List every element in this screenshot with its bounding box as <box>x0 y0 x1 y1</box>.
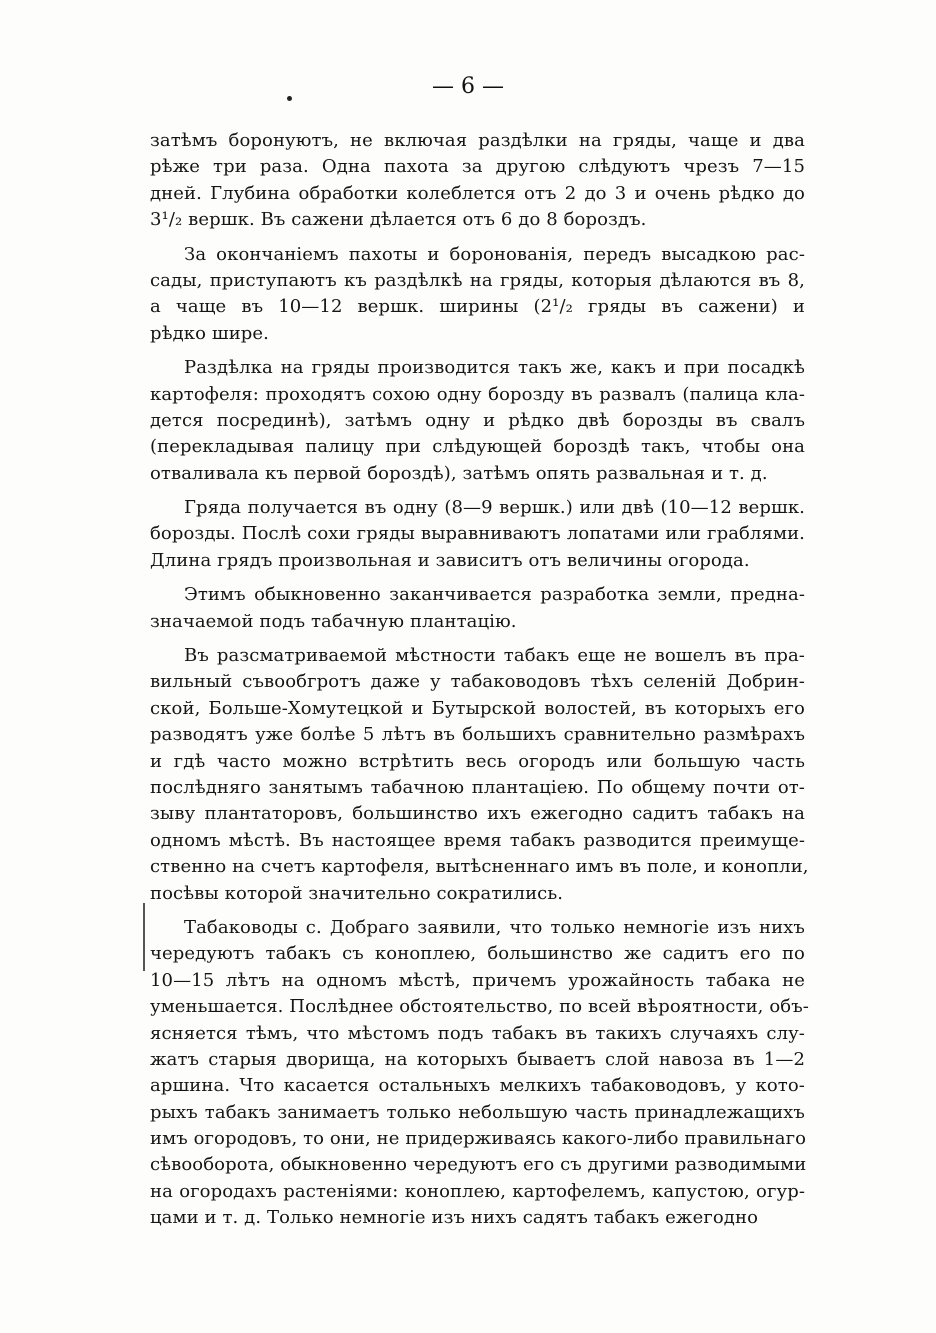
text-line: послѣдняго занятымъ табачною плантаціею. По общему почти от- <box>150 776 805 798</box>
text-line: ственно на счетъ картофеля, вытѣсненнаго имъ въ поле, и конопли, <box>150 856 809 878</box>
paragraph <box>150 355 805 487</box>
text-line: Этимъ обыкновенно заканчивается разработка земли, предна- <box>184 584 805 606</box>
paragraph <box>150 242 805 348</box>
text-line: (перекладывая палицу при слѣдующей бороздѣ такъ, чтобы она <box>150 436 805 458</box>
paragraph <box>150 495 805 574</box>
text-line: а чаще въ 10—12 вершк. ширины (2¹/₂ гряды въ сажени) и <box>150 296 805 318</box>
paragraph <box>150 643 809 907</box>
text-line: Гряда получается въ одну (8—9 вершк.) или двѣ (10—12 вершк. <box>184 497 805 519</box>
margin-mark <box>143 903 145 971</box>
text-line: аршина. Что касается остальныхъ мелкихъ табаководовъ, у кото- <box>150 1075 805 1097</box>
text-line: сады, приступаютъ къ раздѣлкѣ на гряды, которыя дѣлаются въ 8, <box>150 269 805 291</box>
text-line: отваливала къ первой бороздѣ), затѣмъ опять развальная и т. д. <box>150 462 768 484</box>
text-line: и гдѣ часто можно встрѣтить весь огородъ или большую часть <box>150 750 805 772</box>
paragraph <box>150 128 805 234</box>
text-line: рѣже три раза. Одна пахота за другою слѣдуютъ чрезъ 7—15 <box>150 156 805 178</box>
text-line: рыхъ табакъ занимаетъ только небольшую часть принадлежащихъ <box>150 1101 805 1123</box>
text-line: ской, Больше-Хомутецкой и Бутырской волостей, въ которыхъ его <box>150 697 805 719</box>
text-line: вильный съвообгротъ даже у табаководовъ тѣхъ селеній Добрин- <box>150 671 805 693</box>
text-line: жатъ старыя дворища, на которыхъ бываетъ слой навоза въ 1—2 <box>150 1048 805 1070</box>
text-line: Табаководы с. Добраго заявили, что только немногіе изъ нихъ <box>184 916 805 938</box>
paragraph <box>150 915 809 1232</box>
text-line: посѣвы которой значительно сократились. <box>150 882 564 904</box>
text-line: на огородахъ растеніями: коноплею, картофелемъ, капустою, огур- <box>150 1180 805 1202</box>
text-line: дней. Глубина обработки колеблется отъ 2 до 3 и очень рѣдко до <box>150 182 805 204</box>
text-line: дется посрединѣ), затѣмъ одну и рѣдко двѣ борозды въ свалъ <box>150 409 805 431</box>
text-line: затѣмъ боронуютъ, не включая раздѣлки на гряды, чаще и два <box>150 130 805 151</box>
text-line: Раздѣлка на гряды производится такъ же, какъ и при посадкѣ <box>184 357 805 379</box>
text-line: Длина грядъ произвольная и зависитъ отъ величины огорода. <box>150 549 750 571</box>
text-line: борозды. Послѣ сохи гряды выравниваютъ лопатами или граблями. <box>150 523 805 545</box>
page-number: — 6 — <box>432 74 504 99</box>
text-line: уменьшается. Послѣднее обстоятельство, по всей вѣроятности, объ- <box>150 996 809 1018</box>
text-line: разводятъ уже болѣе 5 лѣтъ въ большихъ сравнительно размѣрахъ <box>150 724 805 746</box>
paragraph <box>150 582 805 635</box>
text-line: рѣдко шире. <box>150 322 269 344</box>
text-line: картофеля: проходятъ сохою одну борозду въ развалъ (палица кла- <box>150 383 805 405</box>
text-line: ясняется тѣмъ, что мѣстомъ подъ табакъ въ такихъ случаяхъ слу- <box>150 1022 805 1044</box>
text-line: имъ огородовъ, то они, не придерживаясь какого-либо правильнаго <box>150 1128 807 1150</box>
text-line: Въ разсматриваемой мѣстности табакъ еще не вошелъ въ пра- <box>184 645 805 667</box>
text-line: зыву плантаторовъ, большинство ихъ ежегодно садитъ табакъ на <box>150 803 805 825</box>
text-line: 3¹/₂ вершк. Въ сажени дѣлается отъ 6 до 8 бороздъ. <box>150 209 647 231</box>
ink-speck <box>287 96 292 101</box>
text-line: одномъ мѣстѣ. Въ настоящее время табакъ разводится преимуще- <box>150 829 805 851</box>
text-line: значаемой подъ табачную плантацію. <box>150 610 517 632</box>
text-line: цами и т. д. Только немногіе изъ нихъ садятъ табакъ ежегодно <box>150 1207 759 1229</box>
text-line: 10—15 лѣтъ на одномъ мѣстѣ, причемъ урожайность табака не <box>150 969 805 991</box>
text-line: чередуютъ табакъ съ коноплею, большинство же садитъ его по <box>150 943 805 965</box>
text-line: сѣвооборота, обыкновенно чередуютъ его съ другими разводимыми <box>150 1154 807 1176</box>
body-text <box>150 128 809 1240</box>
text-line: За окончаніемъ пахоты и боронованія, передъ высадкою рас- <box>184 243 805 265</box>
